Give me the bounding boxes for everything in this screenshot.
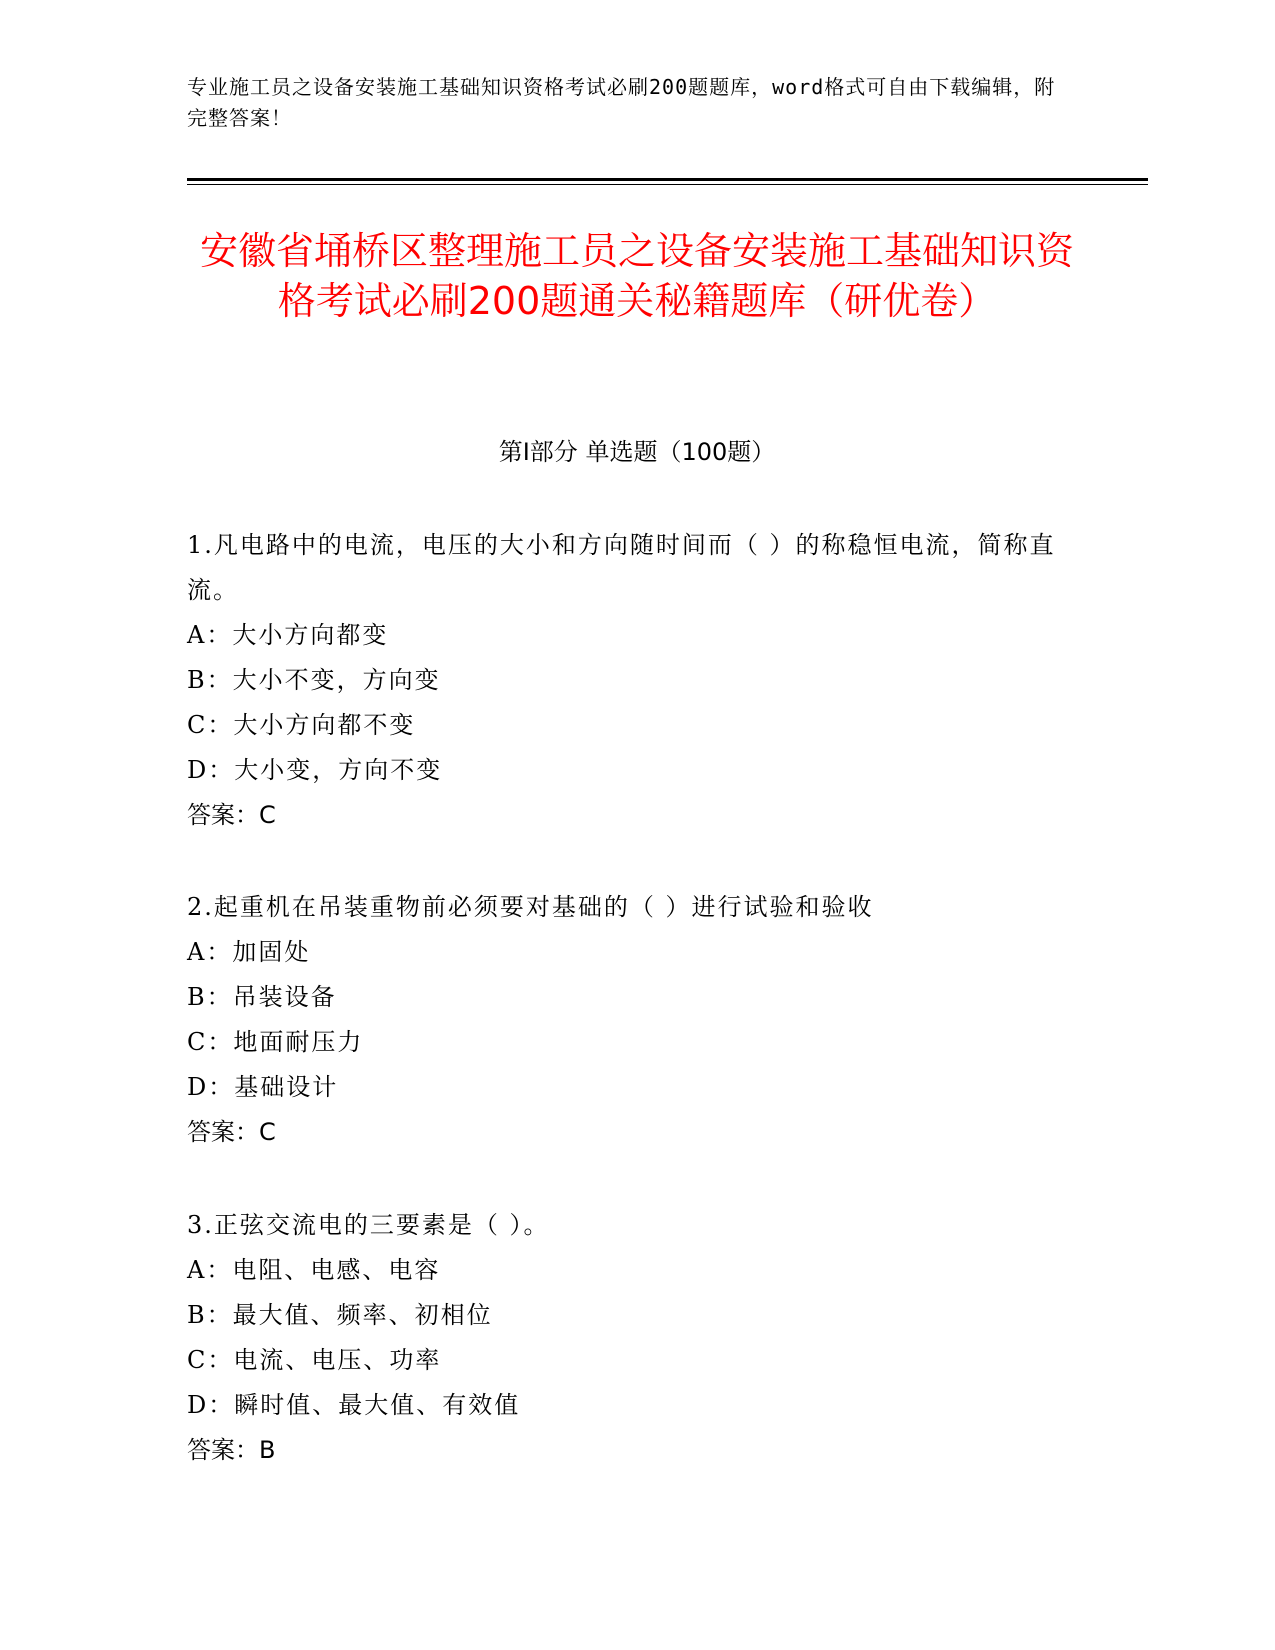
option-d: D：基础设计 — [187, 1073, 339, 1101]
question-text: 1.凡电路中的电流，电压的大小和方向随时间而（ ）的称稳恒电流，简称直流。 — [187, 531, 1056, 604]
answer: 答案：C — [187, 1118, 276, 1146]
option-d: D：大小变，方向不变 — [187, 756, 443, 784]
header-note: 专业施工员之设备安装施工基础知识资格考试必刷200题题库，word格式可自由下载编辑，附完整答案！ — [187, 75, 1056, 130]
option-d: D：瞬时值、最大值、有效值 — [187, 1391, 521, 1419]
answer: 答案：B — [187, 1436, 276, 1464]
option-b: B：最大值、频率、初相位 — [187, 1301, 493, 1329]
question-text: 2.起重机在吊装重物前必须要对基础的（ ）进行试验和验收 — [187, 893, 874, 921]
option-c: C：地面耐压力 — [187, 1028, 364, 1056]
option-c: C：大小方向都不变 — [187, 711, 416, 739]
option-b: B：大小不变，方向变 — [187, 666, 441, 694]
option-a: A：加固处 — [187, 938, 311, 966]
option-a: A：电阻、电感、电容 — [187, 1256, 441, 1284]
header-rule-thick — [187, 178, 1148, 181]
question-text: 3.正弦交流电的三要素是（ ）。 — [187, 1211, 550, 1239]
document-title: 安徽省埇桥区整理施工员之设备安装施工基础知识资格考试必刷200题通关秘籍题库（研优卷） — [199, 229, 1074, 323]
section-title: 第Ⅰ部分 单选题（100题） — [498, 438, 776, 466]
question-3 — [187, 1203, 1077, 1473]
option-b: B：吊装设备 — [187, 983, 337, 1011]
answer: 答案：C — [187, 801, 276, 829]
question-1 — [187, 523, 1077, 838]
header-rule-thin — [187, 184, 1148, 185]
question-2 — [187, 885, 1077, 1155]
option-a: A：大小方向都变 — [187, 621, 389, 649]
option-c: C：电流、电压、功率 — [187, 1346, 442, 1374]
